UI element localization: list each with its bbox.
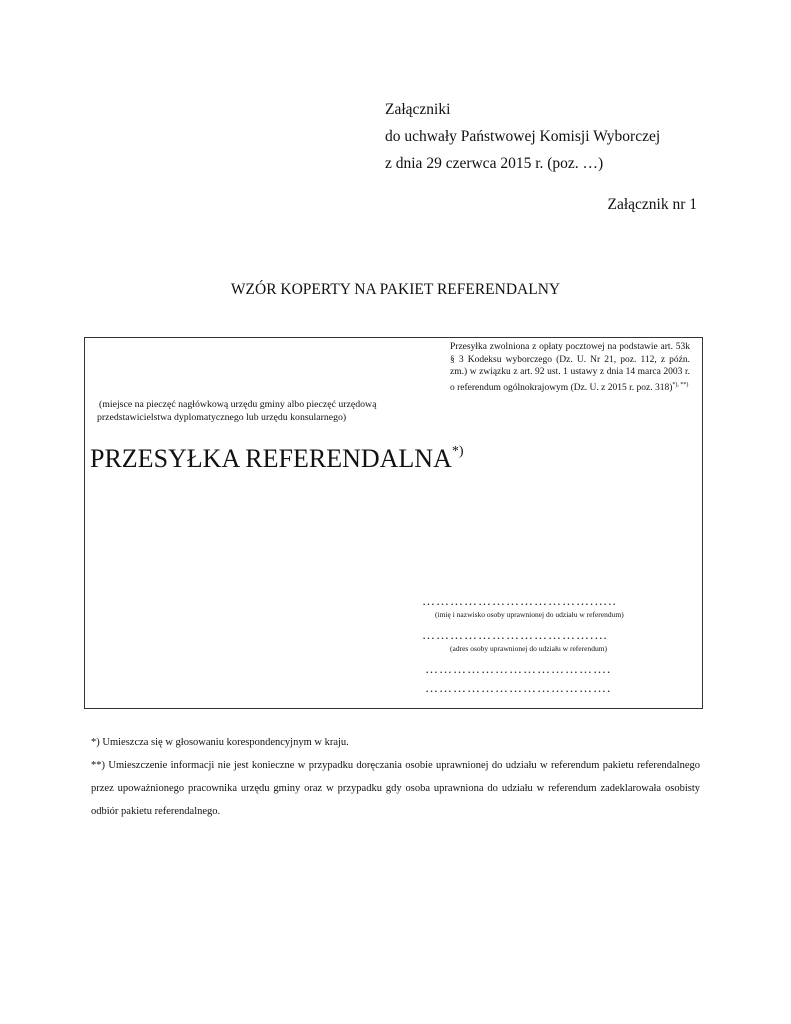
recipient-address-caption: (adres osoby uprawnionej do udziału w referendum) <box>450 644 608 653</box>
recipient-address-line-2: …………………………………. <box>425 661 612 676</box>
postage-exemption-text: Przesyłka zwolniona z opłaty pocztowej na podstawie art. 53k § 3 Kodeksu wyborczego (Dz. U. Nr 21, poz. 112, z późn. zm.) w związku z art. 92 ust. 1 ustawy z dnia 14 marca 2003 r. o referendum ogólnokrajowym (Dz. U. z 2015 r. poz. 318) <box>450 342 690 393</box>
footnote-1: *) Umieszcza się w głosowaniu korespondencyjnym w kraju. <box>91 737 349 748</box>
recipient-address-line: ……………………………….… <box>422 627 609 642</box>
attachment-header-line2: do uchwały Państwowej Komisji Wyborczej <box>385 128 661 145</box>
annex-number: Załącznik nr 1 <box>607 196 697 213</box>
envelope-main-label <box>90 444 464 474</box>
recipient-name-line: ……………………………….….. <box>422 593 617 608</box>
envelope-main-label-footnote-mark: *) <box>451 444 464 459</box>
stamp-placeholder-line1: (miejsce na pieczęć nagłówkową urzędu gminy albo pieczęć urzędową <box>99 399 377 410</box>
postage-exemption-note <box>450 341 690 394</box>
attachment-header <box>385 96 660 177</box>
recipient-address-line-3: …………………………………. <box>425 680 612 695</box>
footnote-2: **) Umieszczenie informacji nie jest konieczne w przypadku doręczania osobie uprawnionej do udziału w referendum pakietu referendalnego przez upoważnionego pracownika urzędu gminy oraz w przypadku gdy osoba uprawniona do udziału w referendum zadeklarowała osobisty odbiór pakietu referendalnego. <box>91 760 700 817</box>
envelope-template <box>84 337 703 709</box>
attachment-header-line1: Załączniki <box>385 101 451 118</box>
stamp-placeholder <box>99 399 399 424</box>
stamp-placeholder-line2: przedstawicielstwa dyplomatycznego lub urzędu konsularnego) <box>97 411 347 423</box>
envelope-main-label-text: PRZESYŁKA REFERENDALNA <box>90 444 452 473</box>
document-title: WZÓR KOPERTY NA PAKIET REFERENDALNY <box>230 281 561 298</box>
attachment-header-line3: z dnia 29 czerwca 2015 r. (poz. …) <box>385 155 604 172</box>
recipient-name-caption: (imię i nazwisko osoby uprawnionej do udziału w referendum) <box>435 610 624 619</box>
postage-exemption-footnote-marks: *), **) <box>672 381 689 388</box>
footnotes <box>91 731 700 823</box>
